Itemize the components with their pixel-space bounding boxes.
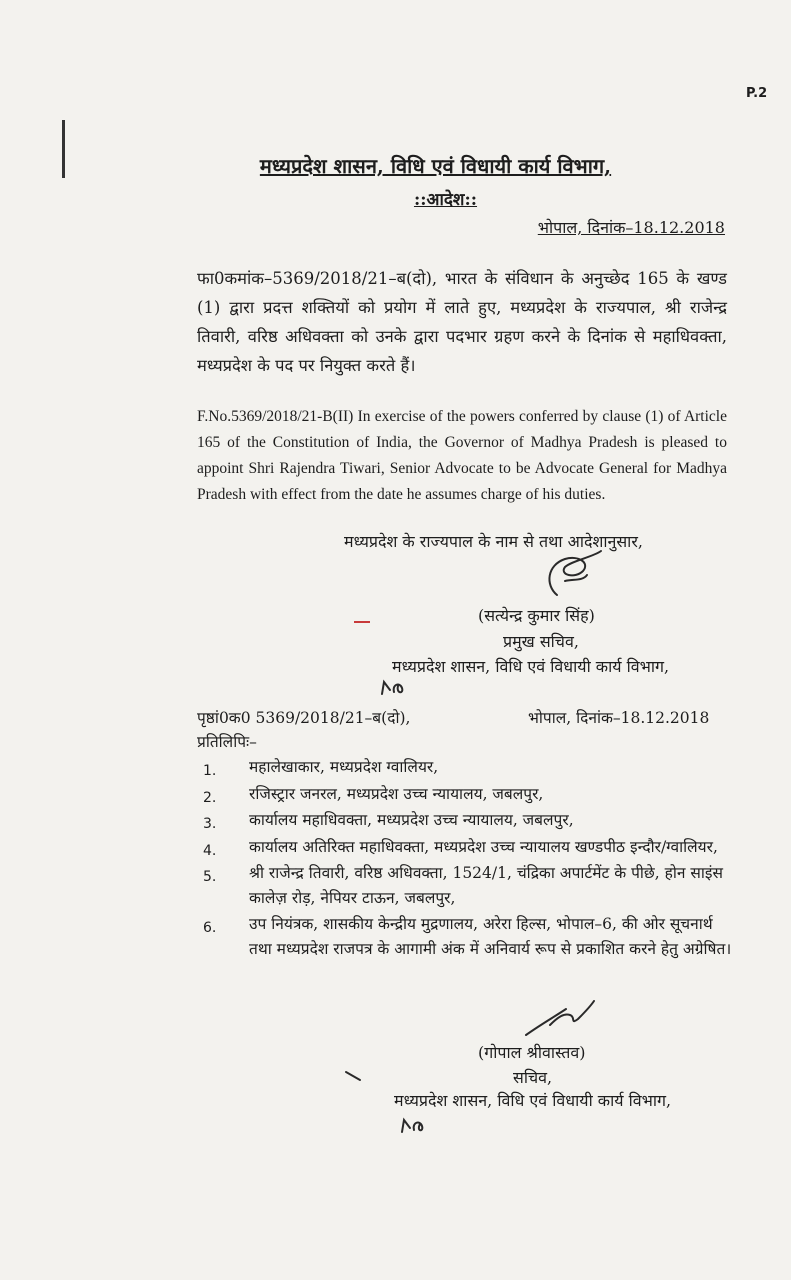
list-item: 2. रजिस्ट्रार जनरल, मध्यप्रदेश उच्च न्यायालय, जबलपुर, bbox=[203, 784, 544, 806]
list-item: 1. महालेखाकार, मध्यप्रदेश ग्वालियर, bbox=[203, 758, 439, 779]
signatory-1-name: (सत्येन्द्र कुमार सिंह) bbox=[478, 606, 595, 625]
signatory-2-name: (गोपाल श्रीवास्तव) bbox=[478, 1043, 586, 1062]
list-item: 5. श्री राजेन्द्र तिवारी, वरिष्ठ अधिवक्ता, 1524/1, चंद्रिका अपार्टमेंट के पीछे, होन साइंस कालेज़ रोड़, नेपियर टाऊन, जबलपुर, bbox=[203, 864, 723, 907]
by-order-line: मध्यप्रदेश के राज्यपाल के नाम से तथा आदेशानुसार, bbox=[344, 532, 643, 551]
list-item: 4. कार्यालय अतिरिक्त महाधिवक्ता, मध्यप्रदेश उच्च न्यायालय खण्डपीठ इन्दौर/ग्वालियर, bbox=[203, 837, 718, 859]
stray-mark bbox=[344, 1070, 364, 1084]
initials-mark-2 bbox=[398, 1114, 434, 1136]
endorsement-number: पृष्ठां0क0 5369/2018/21–ब(दो), bbox=[197, 709, 411, 727]
signature-1 bbox=[535, 545, 615, 605]
copy-to-label: प्रतिलिपिः– bbox=[197, 733, 257, 751]
list-item: 3. कार्यालय महाधिवक्ता, मध्यप्रदेश उच्च न्यायालय, जबलपुर, bbox=[203, 811, 574, 832]
hindi-paragraph: फा0कमांक–5369/2018/21–ब(दो), भारत के संविधान के अनुच्छेद 165 के खण्ड (1) द्वारा प्रदत्त शक्तियों को प्रयोग में लाते हुए, मध्यप्रदेश के राज्यपाल, श्री राजेन्द्र तिवारी, वरिष्ठ अधिवक्ता को उनके द्वारा पदभार ग्रहण करने के दिनांक से महाधिवक्ता, मध्यप्रदेश के पद पर नियुक्त करते हैं। bbox=[197, 269, 727, 375]
signatory-1-designation: प्रमुख सचिव, bbox=[503, 632, 579, 651]
signatory-2-designation: सचिव, bbox=[513, 1068, 553, 1087]
signatory-1-department: मध्यप्रदेश शासन, विधि एवं विधायी कार्य विभाग, bbox=[392, 657, 670, 676]
signature-2 bbox=[520, 995, 600, 1045]
endorsement-place-date: भोपाल, दिनांक–18.12.2018 bbox=[528, 709, 710, 727]
department-heading: मध्यप्रदेश शासन, विधि एवं विधायी कार्य विभाग, bbox=[259, 154, 612, 178]
initials-mark-1 bbox=[378, 676, 410, 698]
order-place-date: भोपाल, दिनांक–18.12.2018 bbox=[537, 218, 725, 237]
signatory-2-department: मध्यप्रदेश शासन, विधि एवं विधायी कार्य विभाग, bbox=[394, 1091, 672, 1110]
english-paragraph: F.No.5369/2018/21-B(II) In exercise of the powers conferred by clause (1) of Article 165 of the Constitution of India, the Governor of Madhya Pradesh is pleased to appoint Shri Rajendra Tiwari, Senior Advocate to be Advocate General for Madhya Pradesh with effect from the date he assumes charge of his duties. bbox=[197, 408, 727, 503]
order-label: ::आदेश:: bbox=[413, 190, 478, 210]
recipient-list bbox=[197, 755, 737, 963]
red-mark bbox=[354, 621, 370, 623]
list-item: 6. उप नियंत्रक, शासकीय केन्द्रीय मुद्रणालय, अरेरा हिल्स, भोपाल–6, की ओर सूचनार्थ तथा मध्यप्रदेश राजपत्र के आगामी अंक में अनिवार्य रूप से प्रकाशित करने हेतु अग्रेषित। bbox=[203, 915, 732, 958]
page-number: P.2 bbox=[746, 86, 768, 101]
